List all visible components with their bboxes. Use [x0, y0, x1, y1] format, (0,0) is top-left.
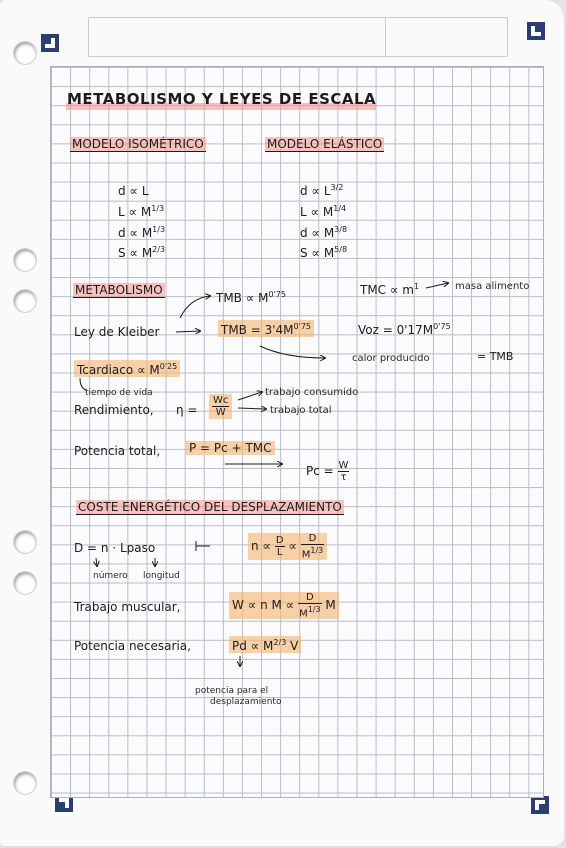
elastic-line: $d \propto M^{3/8}$: [300, 225, 348, 240]
page-title: METABOLISMO Y LEYES DE ESCALA: [67, 90, 377, 108]
eta-symbol: η =: [176, 403, 198, 417]
calor-equation: = TMB: [477, 350, 514, 363]
potencia-total-label: Potencia total,: [74, 444, 161, 458]
trabajo-total-label: trabajo total: [270, 405, 332, 416]
elastic-heading: MODELO ELÁSTICO: [267, 137, 383, 151]
elastic-line: $S \propto M^{5/8}$: [300, 245, 348, 260]
numero-label: número: [93, 571, 128, 581]
longitud-label: longitud: [143, 571, 180, 581]
elastic-line: $d \propto L^{3/2}$: [300, 183, 344, 198]
tmc-proportional: TMC ∝ $m^1$: [360, 282, 420, 297]
iso-line: $L \propto M^{1/3}$: [118, 204, 165, 219]
trabajo-muscular-label: Trabajo muscular,: [74, 600, 181, 614]
rendimiento-fraction: $\frac{Wc}{W}$: [209, 394, 232, 419]
tmb-equation: TMB = $3'4M^{0'75}$: [218, 320, 314, 337]
calor-label: calor producido: [352, 353, 430, 364]
pd-note-2: desplazamiento: [210, 697, 282, 707]
iso-line: d ∝ L: [118, 184, 149, 198]
w-expression: W ∝ n M ∝ $\frac{D}{M^{1/3}}$ M: [229, 592, 339, 619]
voz-equation: Voz = $0'17M^{0'75}$: [358, 322, 451, 337]
potencia-equation: P = Pc + TMC: [186, 441, 275, 455]
potencia-necesaria-label: Potencia necesaria,: [74, 639, 191, 653]
n-proportional: n ∝ $\frac{D}{L}$ ∝ $\frac{D}{M^{1/3}}$: [248, 533, 327, 560]
rendimiento-label: Rendimiento,: [74, 403, 154, 417]
trabajo-consumido-label: trabajo consumido: [265, 387, 359, 398]
pc-equation: Pc = $\frac{W}{\tau}$: [306, 460, 349, 483]
tcardiaco-expression: Tcardiaco ∝ $M^{0'25}$: [74, 360, 180, 377]
d-equation: D = n · Lpaso: [74, 541, 156, 555]
metab-heading: METABOLISMO: [75, 283, 163, 297]
pd-expression: $Pd \propto M^{2/3}$ V: [229, 636, 301, 653]
iso-line: $S \propto M^{2/3}$: [118, 245, 166, 260]
pd-note-1: potencia para el: [195, 686, 269, 696]
tiempo-vida-note: tiempo de vida: [85, 388, 153, 398]
coste-heading: COSTE ENERGÉTICO DEL DESPLAZAMIENTO: [78, 500, 342, 514]
masa-label: masa alimento: [455, 281, 530, 292]
kleiber-label: Ley de Kleiber: [74, 325, 160, 339]
iso-heading: MODELO ISOMÉTRICO: [72, 137, 204, 151]
iso-line: $d \propto M^{1/3}$: [118, 225, 166, 240]
elastic-line: $L \propto M^{1/4}$: [300, 204, 347, 219]
tmb-proportional: TMB ∝ $M^{0'75}$: [216, 290, 286, 305]
